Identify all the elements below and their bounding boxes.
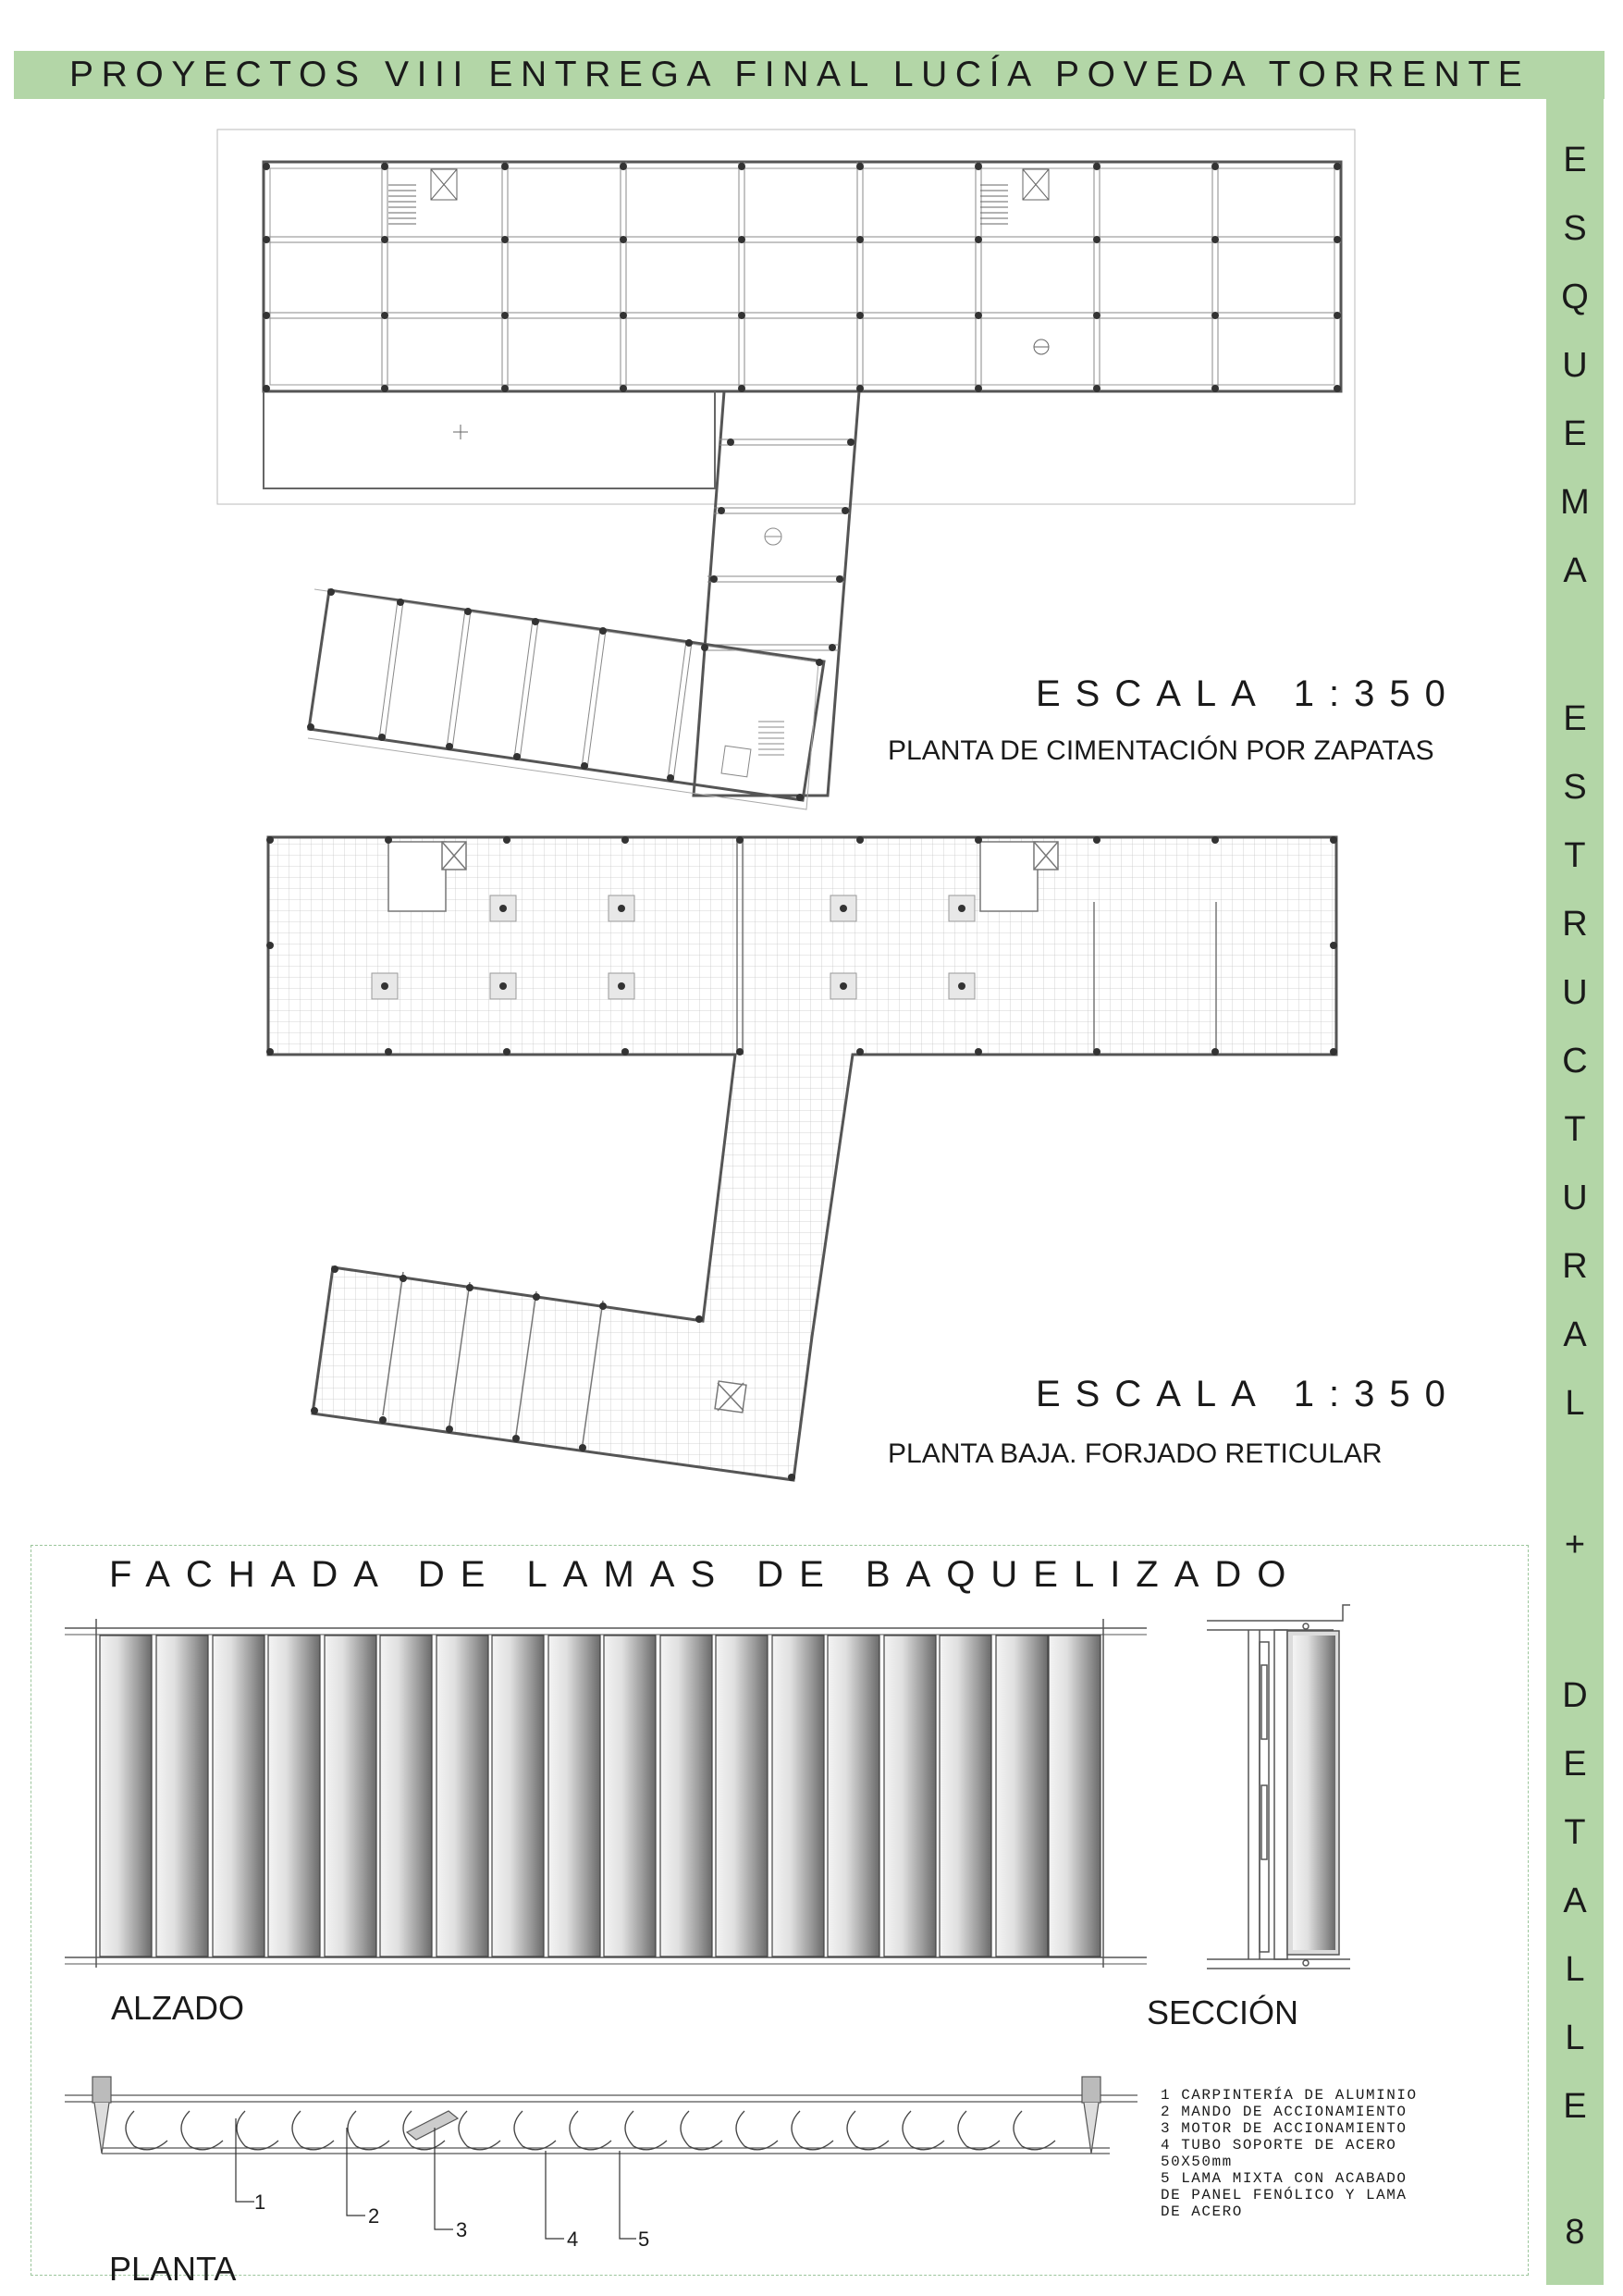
side-letter: T — [1564, 1110, 1586, 1149]
side-letter: A — [1563, 551, 1587, 590]
planta-label: PLANTA — [109, 2250, 237, 2288]
side-letter: C — [1562, 1042, 1588, 1080]
side-letter: S — [1563, 209, 1587, 248]
scale-label-cimentacion: ESCALA 1:350 — [1036, 673, 1460, 714]
legend-item: DE PANEL FENÓLICO Y LAMA — [1161, 2187, 1408, 2203]
callout-4: 4 — [567, 2228, 579, 2251]
scale-label-planta-baja: ESCALA 1:350 — [1036, 1374, 1460, 1414]
side-letter: E — [1563, 1745, 1587, 1784]
side-letter: L — [1565, 1950, 1585, 1989]
detail-legend — [1161, 2087, 1466, 2220]
callout-3: 3 — [456, 2218, 468, 2241]
side-letter: E — [1563, 141, 1587, 179]
side-letter: E — [1563, 414, 1587, 453]
legend-item: 50X50mm — [1161, 2154, 1233, 2170]
plan-title-planta-baja: PLANTA BAJA. FORJADO RETICULAR — [888, 1438, 1383, 1469]
legend-item: 4 TUBO SOPORTE DE ACERO — [1161, 2137, 1397, 2154]
side-letter: U — [1562, 973, 1588, 1012]
plan-title-cimentacion: PLANTA DE CIMENTACIÓN POR ZAPATAS — [888, 735, 1434, 766]
alzado-label: ALZADO — [111, 1989, 245, 2027]
side-letter: L — [1565, 1384, 1585, 1423]
side-letter: Q — [1561, 278, 1589, 316]
callout-1: 1 — [254, 2191, 266, 2214]
legend-item: 3 MOTOR DE ACCIONAMIENTO — [1161, 2120, 1408, 2137]
side-letter: L — [1565, 2018, 1585, 2057]
side-letter: T — [1564, 836, 1586, 875]
side-letter: R — [1562, 1247, 1588, 1286]
legend-item: 5 LAMA MIXTA CON ACABADO — [1161, 2170, 1408, 2187]
side-letter: + — [1564, 1525, 1586, 1564]
side-letter: D — [1562, 1676, 1588, 1715]
side-letter: E — [1563, 2087, 1587, 2126]
side-letter: A — [1563, 1882, 1587, 1920]
sheet-title: PROYECTOS VIII ENTREGA FINAL LUCÍA POVEDA TORRENTE — [69, 55, 1531, 94]
side-letter: T — [1564, 1813, 1586, 1852]
side-letter: E — [1563, 699, 1587, 738]
legend-item: DE ACERO — [1161, 2203, 1243, 2220]
callout-2: 2 — [368, 2204, 380, 2228]
legend-item: 1 CARPINTERÍA DE ALUMINIO — [1161, 2087, 1418, 2104]
callout-5: 5 — [638, 2228, 650, 2251]
side-letter: 8 — [1565, 2213, 1585, 2252]
side-letter: R — [1562, 905, 1588, 944]
side-letter: A — [1563, 1315, 1587, 1354]
seccion-label: SECCIÓN — [1147, 1994, 1299, 2031]
legend-item: 2 MANDO DE ACCIONAMIENTO — [1161, 2104, 1408, 2120]
facade-heading: FACHADA DE LAMAS DE BAQUELIZADO — [109, 1554, 1302, 1595]
side-letter: S — [1563, 768, 1587, 807]
side-letter: U — [1562, 1179, 1588, 1217]
side-letter: M — [1560, 483, 1590, 522]
side-letter: U — [1562, 346, 1588, 385]
